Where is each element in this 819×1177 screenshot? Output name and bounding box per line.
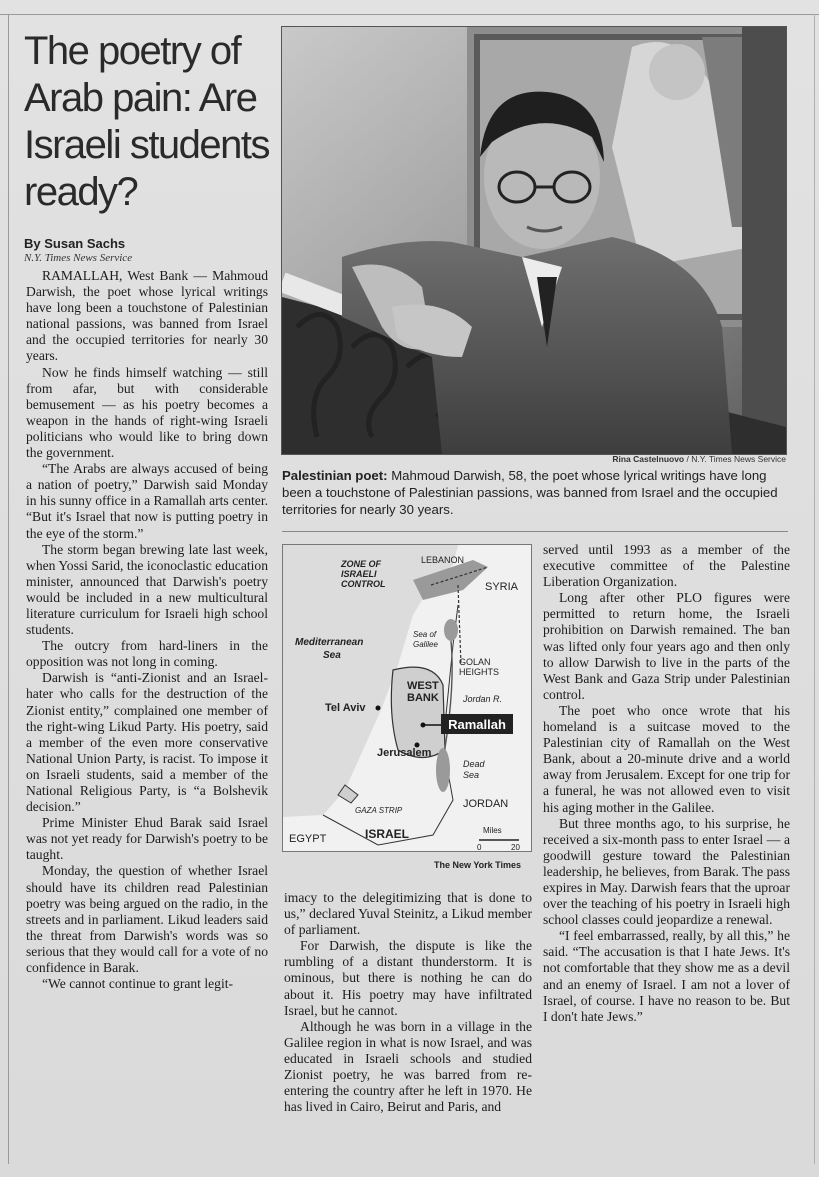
miles-label: Miles [483, 826, 502, 835]
gaza-label: GAZA STRIP [355, 806, 403, 815]
mediterranean-label-2: Sea [323, 650, 341, 661]
caption-text: Mahmoud Darwish, 58, the poet whose lyrical writings have long been a touchstone of Palestinian passions, was banned from Israel and the occupied territories for nearly 30 years. [282, 468, 778, 517]
tel-aviv-label: Tel Aviv [325, 702, 366, 714]
lebanon-label: LEBANON [421, 555, 465, 565]
top-rule [0, 14, 819, 15]
jordan-river-label: Jordan R. [463, 694, 503, 704]
map-credit: The New York Times [434, 860, 522, 870]
egypt-label: EGYPT [289, 833, 327, 845]
credit-service: / N.Y. Times News Service [684, 454, 786, 464]
golan-label-1: GOLAN [459, 657, 491, 667]
mediterranean-label-1: Mediterranean [295, 637, 364, 648]
photo-caption [282, 467, 788, 518]
syria-label: SYRIA [485, 581, 519, 593]
photo-credit [520, 454, 786, 464]
paragraph: “The Arabs are always accused of being a nation of poetry,” Darwish said Monday in his sunny office in a Ramallah arts center. “But it's Israel that now is putting poetry in the eye of the storm.” [26, 461, 268, 541]
ramallah-label: Ramallah [448, 717, 506, 732]
paragraph: served until 1993 as a member of the executive committee of the Palestine Liberation Organization. [543, 542, 790, 590]
right-rule [814, 14, 815, 1164]
west-bank-label-1: WEST [407, 680, 439, 692]
body-column-2 [284, 890, 532, 1115]
jordan-label: JORDAN [463, 798, 509, 810]
west-bank-label-2: BANK [407, 692, 439, 704]
paragraph: The storm began brewing late last week, when Yossi Sarid, the iconoclastic education minister, announced that Darwish's poetry would be included in a new multicultural literature curriculum for Israeli high school students. [26, 541, 269, 638]
paragraph: Long after other PLO figures were permitted to return home, the Israeli prohibition on Darwish remained. The ban was lifted only four years ago and then only to allow Darwish to live in the parts of the West Bank and Gaza Strip under Palestinian control. [543, 590, 790, 702]
galilee-label-1: Sea of [413, 630, 437, 639]
scale-twenty: 20 [511, 843, 520, 851]
golan-label-2: HEIGHTS [459, 667, 500, 677]
paragraph: The outcry from hard-liners in the opposition was not long in coming. [26, 638, 268, 670]
zone-label-1: ZONE OF [341, 559, 381, 569]
paragraph: “We cannot continue to grant legit- [42, 976, 234, 992]
news-service: N.Y. Times News Service [24, 252, 133, 264]
paragraph: Prime Minister Ehud Barak said Israel was not yet ready for Darwish's poetry to be taught. [26, 815, 268, 863]
body-column-3 [543, 542, 790, 1025]
dead-sea-label-2: Sea [463, 770, 480, 780]
dead-sea-label-1: Dead [463, 759, 485, 769]
paragraph: imacy to the delegitimizing that is done to us,” declared Yuval Steinitz, a Likud member of parliament. [284, 890, 532, 938]
paragraph: “I feel embarrassed, really, by all this,” he said. “The accusation is that I hate Jews. It's not comfortable that they show me as a devil and an enemy of Israel. I am not a lover of Israel, of course. I have no reason to be. But I don't hate Jews.” [543, 928, 790, 1024]
zone-label-2: ISRAELI [341, 569, 377, 579]
paragraph: For Darwish, the dispute is like the rumbling of a distant thunderstorm. It is ominous, but there is nothing he can do about it. His poetry may have infiltrated Israel, but he cannot. [284, 938, 532, 1018]
israel-label: ISRAEL [365, 827, 410, 841]
left-rule [8, 14, 9, 1164]
paragraph: Now he finds himself watching — still from afar, but with considerable bemusement — as his poetry becomes a weapon in the hands of right-wing Israeli politicians who would like to bring down the government. [26, 364, 268, 461]
locator-map [282, 544, 532, 852]
zone-label-3: CONTROL [341, 579, 386, 589]
headline: The poetry of Arab pain: Are Israeli students ready? [24, 29, 270, 214]
paragraph: Although he was born in a village in the Galilee region in what is now Israel, and was educated in Israeli schools and studied Zionist poetry, he was barred from re-entering the country after he left in 1970. He has lived in Cairo, Beirut and Paris, and [284, 1018, 532, 1115]
paragraph: Darwish is “anti-Zionist and an Israel-hater who calls for the destruction of the Zionist entity,” complained one member of the right-wing Likud Party. His poetry, said a member of the even more conservative National Union Party, is racist. To impose it on Israeli students, said a member of the National Religious Party, is “a Bolshevik decision.” [26, 670, 268, 815]
byline: By Susan Sachs [24, 236, 126, 251]
paragraph: Monday, the question of whether Israel should have its children read Palestinian poetry was being argued on the radio, in the streets and in parliament. Likud leaders said the threat from Darwish's words was so serious that they would call for a vote of no confidence in Barak. [26, 863, 268, 976]
caption-divider [282, 531, 788, 532]
paragraph: The poet who once wrote that his homeland is a suitcase moved to the Palestinian city of Ramallah on the West Bank, about a 20-minute drive and a world away from Jerusalem. Except for one trip for a funeral, he was not allowed even to visit his aging mother in the Galilee. [543, 702, 790, 815]
scale-zero: 0 [477, 843, 482, 851]
jerusalem-label: Jerusalem [377, 747, 432, 759]
paragraph: But three months ago, to his surprise, he received a six-month pass to enter Israel — a goodwill gesture toward the Palestinian leadership, he believes, from Barak. The pass expires in May. Darwish fears that the uproar over the teaching of his poetry in Israeli high school classes could jeopardize a renewal. [543, 815, 790, 928]
photographer: Rina Castelnuovo [612, 454, 685, 464]
portrait-photo [281, 26, 787, 455]
body-column-1 [26, 268, 268, 992]
galilee-label-2: Galilee [413, 640, 438, 649]
caption-lead: Palestinian poet: [282, 468, 388, 483]
paragraph: RAMALLAH, West Bank — Mahmoud Darwish, the poet whose lyrical writings have long been a touchstone of Palestinian national passions, was banned from Israel and the occupied territories for nearly 30 years. [26, 268, 268, 364]
